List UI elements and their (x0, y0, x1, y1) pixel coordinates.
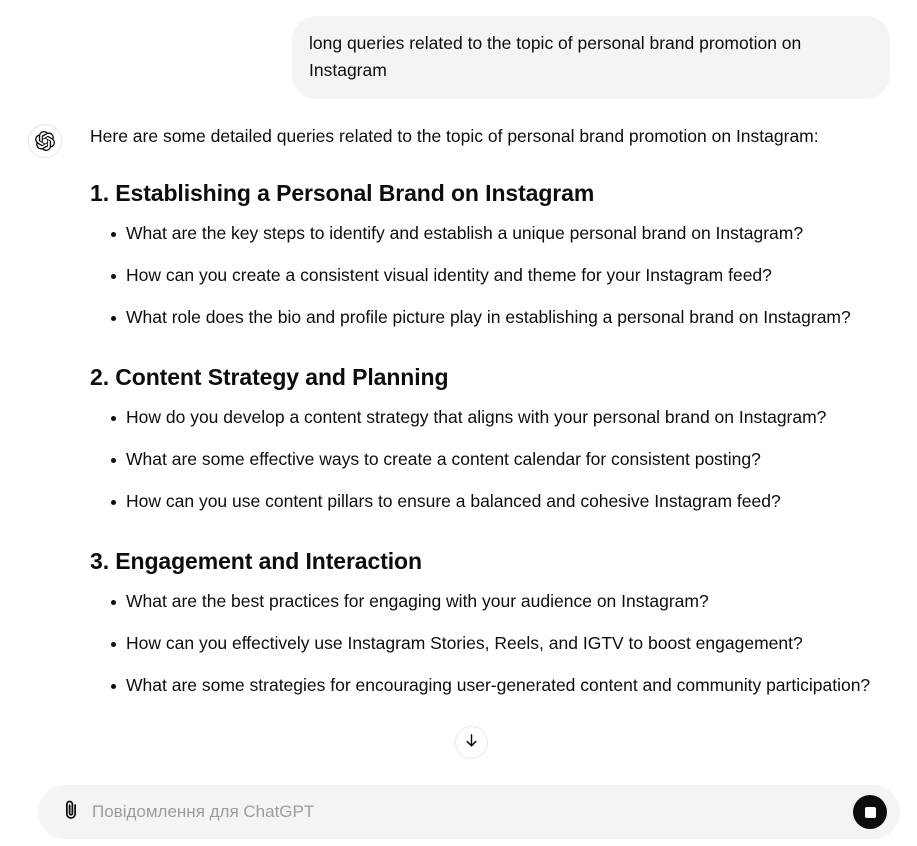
assistant-message-body (90, 121, 890, 702)
assistant-intro-text: Here are some detailed queries related to the topic of personal brand promotion on Instagram: (90, 126, 819, 146)
composer-area (0, 778, 917, 846)
paperclip-icon (60, 799, 82, 826)
arrow-down-icon (463, 732, 480, 754)
avatar-column (0, 121, 90, 158)
scroll-to-bottom-button[interactable] (455, 726, 488, 759)
section-heading-1: 1. Establishing a Personal Brand on Instagram (90, 180, 595, 206)
list-item: How can you effectively use Instagram Stories, Reels, and IGTV to boost engagement? (90, 618, 880, 660)
stop-square-icon (865, 807, 876, 818)
list-item: What are some strategies for encouraging user-generated content and community participation? (90, 660, 880, 702)
list-item: How do you develop a content strategy that aligns with your personal brand on Instagram? (90, 392, 880, 434)
list-item: How can you use content pillars to ensure a balanced and cohesive Instagram feed? (90, 476, 880, 518)
avatar (28, 124, 62, 158)
list-item: What role does the bio and profile picture play in establishing a personal brand on Instagram? (90, 292, 880, 334)
section-list-1 (90, 208, 890, 334)
message-input[interactable] (92, 797, 853, 827)
section-list-2 (90, 392, 890, 518)
attach-file-button[interactable] (50, 799, 92, 826)
list-item: How can you create a consistent visual identity and theme for your Instagram feed? (90, 250, 880, 292)
section-list-3 (90, 576, 890, 702)
list-item: What are some effective ways to create a content calendar for consistent posting? (90, 434, 880, 476)
list-item: What are the key steps to identify and establish a unique personal brand on Instagram? (90, 208, 880, 250)
stop-generating-button[interactable] (853, 795, 887, 829)
assistant-turn (0, 99, 917, 702)
section-heading-3: 3. Engagement and Interaction (90, 548, 422, 574)
user-turn (0, 0, 917, 99)
composer[interactable] (38, 785, 900, 839)
list-item: What are the best practices for engaging with your audience on Instagram? (90, 576, 880, 618)
openai-logo-icon (35, 131, 55, 151)
section-heading-2: 2. Content Strategy and Planning (90, 364, 449, 390)
user-message-bubble: long queries related to the topic of personal brand promotion on Instagram (292, 16, 890, 99)
